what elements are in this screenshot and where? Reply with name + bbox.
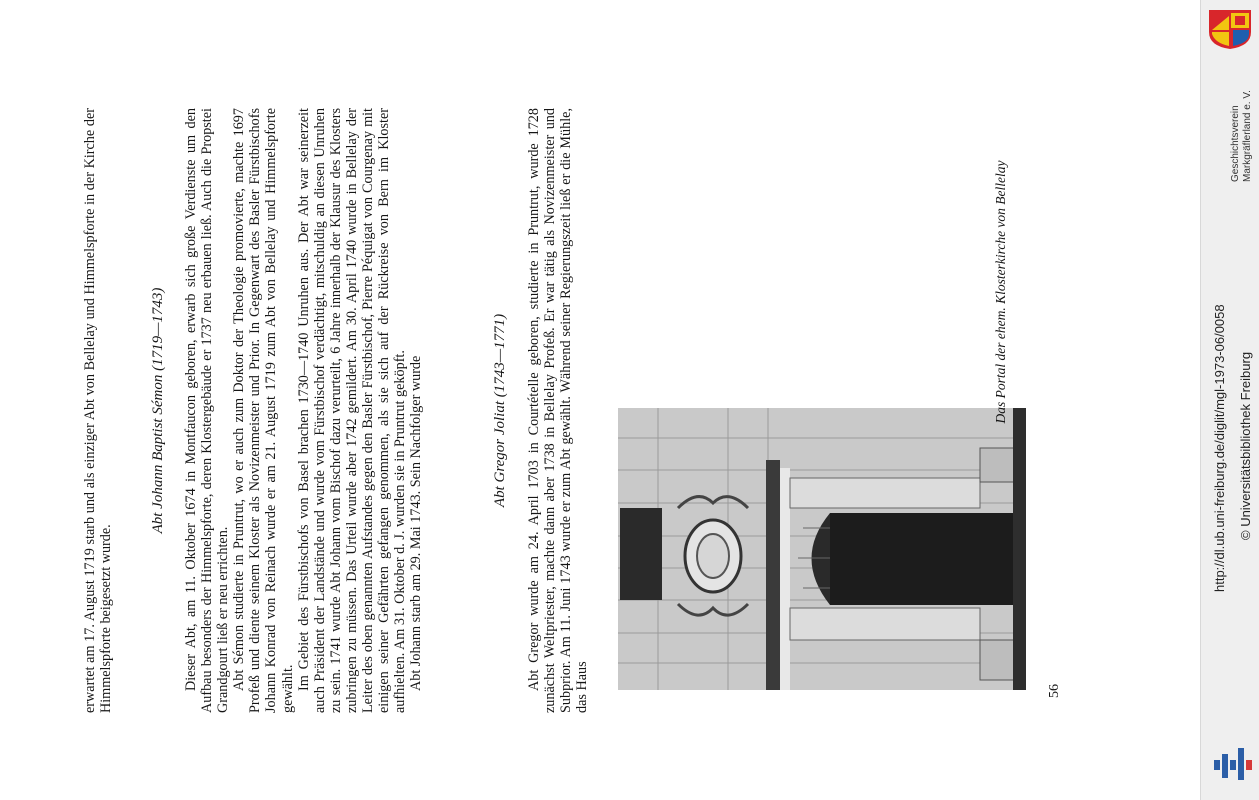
section1-paragraph-4: Abt Johann starb am 29. Mai 1743. Sein Nachfolger wurde: [408, 355, 425, 691]
section2-body: [526, 108, 590, 713]
section1-heading-block: [150, 108, 167, 713]
section1-heading: Abt Johann Baptist Sémon (1719—1743): [150, 287, 166, 534]
section1-paragraph-3: Im Gebiet des Fürstbischofs von Basel brachen 1730—1740 Unruhen aus. Der Abt war seinerzeit auch Präsident der Landstände und wurde vom Fürstbischof verdächtigt, mitschuldig an diesen Unruhen zu sein. 1741 wurde Abt Johann vom Bischof dazu verurteilt, 6 Jahre innerhalb der Klausur des Klosters zubringen zu müssen. Das Urteil wurde aber 1742 gemildert. Am 30. April 1740 wurde in Bellelay der Leiter des oben genannten Aufstandes gegen den Basler Fürstbischof, Pierre Péquigat von Courgenay mit einigen seiner Gefährten gefangen genommen, als sie sich auf der Rückreise von Bern im Kloster aufhielten. Am 31. Oktober d. J. wurden sie in Pruntrut geköpft.: [295, 108, 409, 713]
section2-heading-block: [492, 108, 509, 713]
geschichtsverein-name: [1230, 72, 1253, 182]
portal-photo-graphic: [618, 408, 1026, 690]
top-paragraph: erwartet am 17. August 1719 starb und als einziger Abt von Bellelay und Himmelspforte in der Kirche der Himmelspforte beigesetzt wurde.: [82, 108, 115, 713]
copyright-notice: © Universitätsbibliothek Freiburg: [1238, 351, 1253, 540]
ub-freiburg-logo-icon: [1212, 744, 1254, 784]
geschichtsverein-line-2: Markgräflerland e. V.: [1241, 90, 1253, 182]
permalink-url[interactable]: http://dl.ub.uni-freiburg.de/diglit/mgl-1973-06/0058: [1212, 304, 1227, 592]
geschichtsverein-logo-icon: [1207, 8, 1253, 50]
section1-body: [183, 108, 424, 713]
portal-photo: [618, 408, 1026, 690]
photo-caption-text: Das Portal der ehem. Klosterkirche von Bellelay: [993, 160, 1008, 424]
section1-paragraph-1: Dieser Abt, am 11. Oktober 1674 in Montfaucon geboren, erwarb sich große Verdienste um den Aufbau besonders der Himmelspforte, deren Klostergebäude er 1737 neu erbauen ließ. Auch die Propstei Grandgourt ließ er neu errichten.: [183, 108, 232, 713]
section2-heading: Abt Gregor Joliat (1743—1771): [492, 313, 508, 508]
page-number: 56: [1047, 684, 1062, 698]
photo-caption: [993, 142, 1010, 442]
section1-paragraph-2: Abt Sémon studierte in Pruntrut, wo er auch zum Doktor der Theologie promovierte, machte 1697 Profeß und diente seinem Kloster als Novizenmeister und Prior. In Gegenwart des Basler Fürstbischofs Johann Konrad von Reinach wurde er am 21. August 1719 zum Abt von Bellelay und Himmelspforte gewählt.: [231, 108, 296, 713]
geschichtsverein-line-1: Geschichtsverein: [1230, 105, 1241, 182]
top-paragraph-block: [82, 108, 114, 713]
section2-paragraph-1: Abt Gregor wurde am 24. April 1703 in Courtételle geboren, studierte in Pruntrut, wurde 1728 zunächst Weltpriester, machte dann aber 1738 in Bellelay Profeß. Er war tätig als Novizenmeister und Subprior. Am 11. Juni 1743 wurde er zum Abt gewählt. Während seiner Regierungszeit ließ er die Mühle, das Haus: [526, 108, 591, 713]
